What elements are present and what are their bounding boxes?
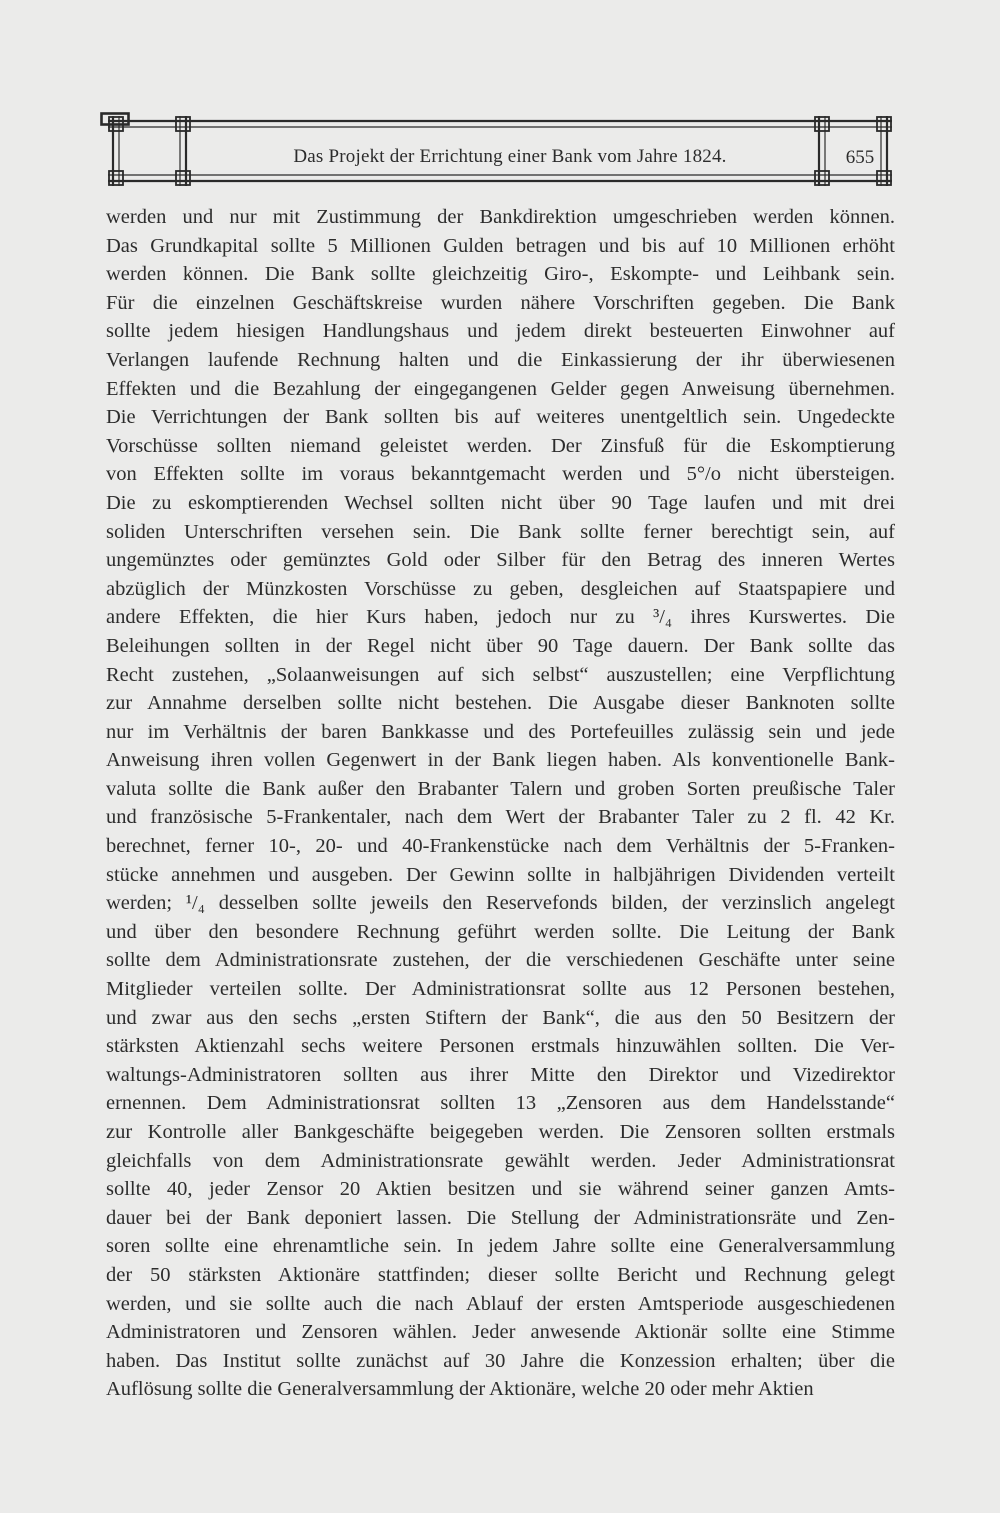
text-line: der 50 stärksten Aktionäre stattfinden; dieser sollte Bericht und Rechnung gelegt	[106, 1263, 895, 1286]
text-line: werden können. Die Bank sollte gleichzeitig Giro-, Eskompte- und Leihbank sein.	[106, 263, 895, 286]
text-line: nur im Verhältnis der baren Bankkasse und des Portefeuilles zulässig sein und jede	[106, 720, 895, 743]
text-line: Anweisung ihren vollen Gegenwert in der Bank liegen haben. Als konventionelle Bank-	[106, 749, 895, 772]
text-line: sollte 40, jeder Zensor 20 Aktien besitzen und sie während seiner ganzen Amts-	[106, 1178, 895, 1201]
text-line: soliden Unterschriften versehen sein. Die Bank sollte ferner berechtigt sein, auf	[106, 520, 895, 543]
text-line: Recht zustehen, „Solaanweisungen auf sich selbst“ auszustellen; eine Verpflichtung	[106, 663, 895, 686]
text-line: waltungs-Administratoren sollten aus ihrer Mitte den Direktor und Vizedirektor	[106, 1063, 895, 1086]
text-line: stärksten Aktienzahl sechs weitere Personen erstmals hinzuwählen sollten. Die Ver-	[106, 1035, 895, 1058]
body-text	[106, 203, 895, 1404]
text-line: und über den besondere Rechnung geführt werden sollte. Die Leitung der Bank	[106, 920, 895, 943]
text-line: Die Verrichtungen der Bank sollten bis auf weiteres unentgeltlich sein. Ungedeckte	[106, 406, 895, 429]
text-line: werden; ¹/₄ desselben sollte jeweils den Reservefonds bilden, der verzinslich angelegt	[106, 892, 895, 915]
text-line: valuta sollte die Bank außer den Brabanter Talern und groben Sorten preußische Taler	[106, 777, 895, 800]
text-line: Administratoren und Zensoren wählen. Jeder anwesende Aktionär sollte eine Stimme	[106, 1321, 895, 1344]
text-line: Die zu eskomptierenden Wechsel sollten nicht über 90 Tage laufen und mit drei	[106, 491, 895, 514]
text-line: Beleihungen sollten in der Regel nicht über 90 Tage dauern. Der Bank sollte das	[106, 634, 895, 657]
text-line: und zwar aus den sechs „ersten Stiftern der Bank“, die aus den 50 Besitzern der	[106, 1006, 895, 1029]
text-line: zur Annahme derselben sollte nicht bestehen. Die Ausgabe dieser Banknoten sollte	[106, 692, 895, 715]
text-line: und französische 5-Frankentaler, nach dem Wert der Brabanter Taler zu 2 fl. 42 Kr.	[106, 806, 895, 829]
text-line: berechnet, ferner 10-, 20- und 40-Frankenstücke nach dem Verhältnis der 5-Franken-	[106, 835, 895, 858]
text-line: Das Grundkapital sollte 5 Millionen Gulden betragen und bis auf 10 Millionen erhöht	[106, 234, 895, 257]
text-line: abzüglich der Münzkosten Vorschüsse zu geben, desgleichen auf Staatspapiere und	[106, 577, 895, 600]
text-line: Effekten und die Bezahlung der eingegangenen Gelder gegen Anweisung übernehmen.	[106, 377, 895, 400]
text-line: sollte dem Administrationsrate zustehen, der die verschiedenen Geschäfte unter seine	[106, 949, 895, 972]
text-line: dauer bei der Bank deponiert lassen. Die Stellung der Administrationsräte und Zen-	[106, 1206, 895, 1229]
text-line: sollte jedem hiesigen Handlungshaus und jedem direkt besteuerten Einwohner auf	[106, 320, 895, 343]
page-header	[100, 112, 900, 194]
text-line: andere Effekten, die hier Kurs haben, jedoch nur zu ³/₄ ihres Kurswertes. Die	[106, 606, 895, 629]
running-title: Das Projekt der Errichtung einer Bank vom Jahre 1824.	[293, 146, 727, 167]
text-line: Verlangen laufende Rechnung halten und die Einkassierung der ihr überwiesenen	[106, 348, 895, 371]
text-line: soren sollte eine ehrenamtliche sein. In jedem Jahre sollte eine Generalversammlung	[106, 1235, 895, 1258]
rectangle-ornament-icon	[100, 112, 130, 126]
text-line: Vorschüsse sollten niemand geleistet werden. Der Zinsfuß für die Eskomptierung	[106, 434, 895, 457]
text-line: zur Kontrolle aller Bankgeschäfte beigegeben werden. Die Zensoren sollten erstmals	[106, 1121, 895, 1143]
text-line: werden, und sie sollte auch die nach Ablauf der ersten Amtsperiode ausgeschiedenen	[106, 1292, 895, 1315]
text-line: stücke annehmen und ausgeben. Der Gewinn sollte in halbjährigen Dividenden verteilt	[106, 863, 895, 886]
text-line: Auflösung sollte die Generalversammlung der Aktionäre, welche 20 oder mehr Aktien	[106, 1378, 814, 1401]
text-line: gleichfalls von dem Administrationsrate gewählt werden. Jeder Administrationsrat	[106, 1149, 895, 1172]
text-line: werden und nur mit Zustimmung der Bankdirektion umgeschrieben werden können.	[106, 206, 895, 228]
text-line: Mitglieder verteilen sollte. Der Administrationsrat sollte aus 12 Personen bestehen,	[106, 978, 895, 1001]
text-line: ernennen. Dem Administrationsrat sollten 13 „Zensoren aus dem Handelsstande“	[106, 1092, 895, 1115]
text-line: haben. Das Institut sollte zunächst auf 30 Jahre die Konzession erhalten; über die	[106, 1349, 895, 1372]
text-line: Für die einzelnen Geschäftskreise wurden nähere Vorschriften gegeben. Die Bank	[106, 291, 895, 314]
text-line: ungemünztes oder gemünztes Gold oder Silber für den Betrag des inneren Wertes	[106, 549, 895, 572]
page-number: 655	[845, 147, 875, 168]
text-line: von Effekten sollte im voraus bekanntgemacht werden und 5°/o nicht übersteigen.	[106, 463, 895, 486]
